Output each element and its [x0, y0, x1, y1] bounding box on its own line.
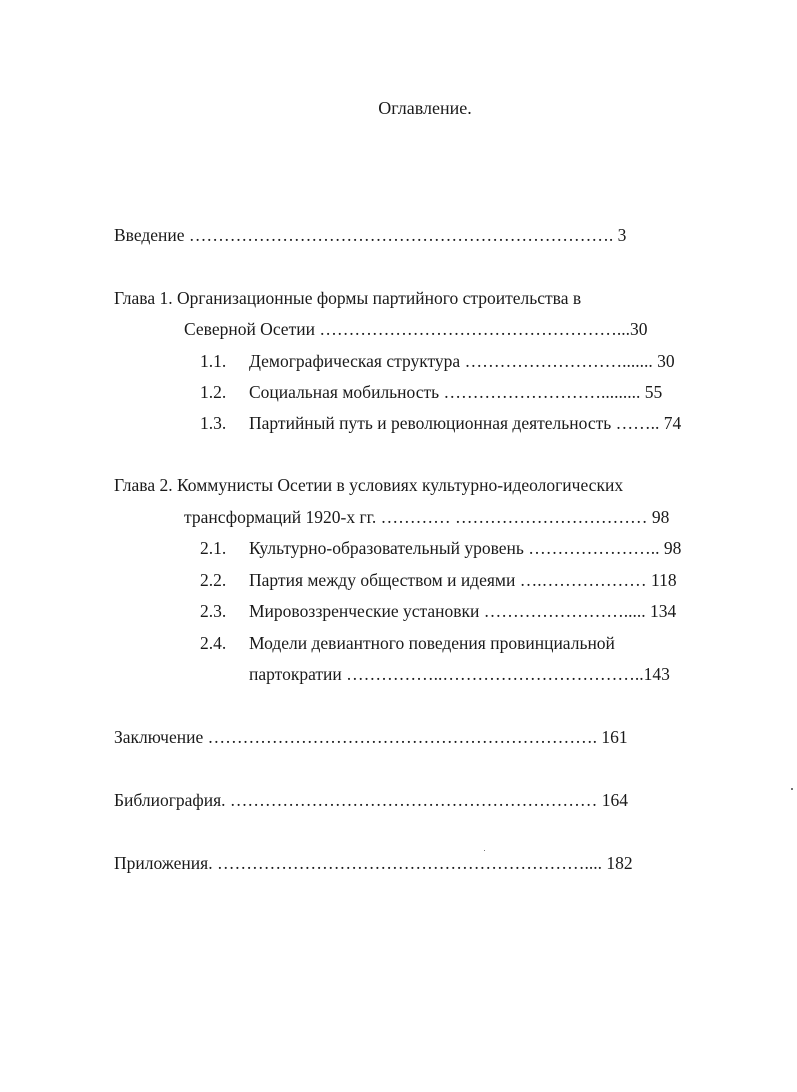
toc-section-1-1 [200, 350, 675, 372]
toc-chapter-2-title-cont: трансформаций 1920-х гг. ………… …………………………… 98 [184, 507, 670, 527]
section-text: Мировоззренческие установки ……………………..... 134 [249, 601, 677, 621]
toc-section-2-4-cont: партократии ……………..……………………………..143 [249, 664, 670, 684]
section-number: 2.4. [200, 633, 227, 653]
toc-section-1-3 [200, 412, 681, 434]
toc-entry-intro: Введение ………………………………………………………………. 3 [114, 225, 627, 245]
section-number: 1.3. [200, 413, 227, 433]
toc-section-2-2 [200, 569, 677, 591]
section-number: 1.1. [200, 351, 227, 371]
section-text: Партия между обществом и идеями ….……………… 118 [249, 570, 677, 590]
section-number: 2.1. [200, 538, 227, 558]
toc-entry-appendices: Приложения. ……………………………………………………….... 182 [114, 853, 633, 873]
toc-entry-conclusion: Заключение …………………………………………………………. 161 [114, 727, 628, 747]
toc-entry-bibliography: Библиография. ……………………………………………………… 164 [114, 790, 629, 810]
section-text: Социальная мобильность ………………………......... 55 [249, 382, 663, 402]
toc-chapter-1-title-cont: Северной Осетии ……………………………………………...30 [184, 319, 648, 339]
section-number: 2.3. [200, 601, 227, 621]
page-title: Оглавление. [378, 98, 472, 118]
toc-section-2-3 [200, 600, 676, 622]
section-text: Партийный путь и революционная деятельность …….. 74 [249, 413, 682, 433]
toc-section-2-4 [200, 632, 615, 654]
toc-chapter-2-title: Глава 2. Коммунисты Осетии в условиях культурно-идеологических [114, 475, 624, 495]
scan-speck [484, 850, 485, 851]
section-number: 2.2. [200, 570, 227, 590]
section-text: Модели девиантного поведения провинциальной [249, 633, 615, 653]
section-text: Демографическая структура ………………………....... 30 [249, 351, 675, 371]
section-text: Культурно-образовательный уровень ………………….. 98 [249, 538, 682, 558]
toc-section-1-2 [200, 381, 662, 403]
scan-speck [791, 788, 793, 790]
toc-chapter-1-title: Глава 1. Организационные формы партийного строительства в [114, 288, 582, 308]
section-number: 1.2. [200, 382, 227, 402]
toc-section-2-1 [200, 537, 681, 559]
